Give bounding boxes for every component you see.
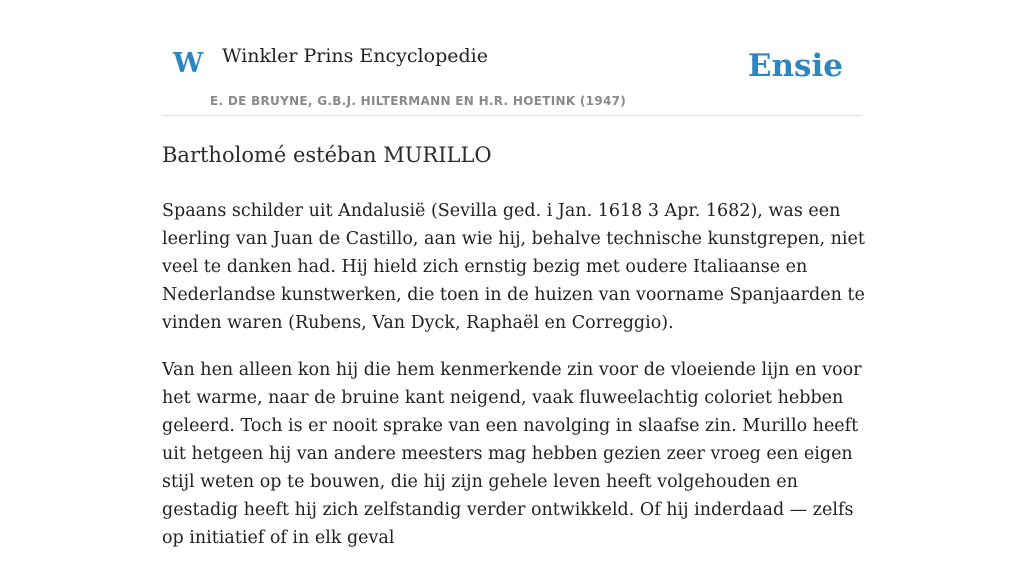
encyclopedia-logo[interactable]: W <box>173 48 204 79</box>
article-title: Bartholomé estéban MURILLO <box>162 143 492 167</box>
ensie-brand-logo[interactable]: Ensie <box>747 48 843 84</box>
article-paragraph-2: Van hen alleen kon hij die hem kenmerkende zin voor de vloeiende lijn en voor het warme, naar de bruine kant neigend, vaak fluweelachtig coloriet hebben geleerd. Toch is er nooit sprake van een navolging in slaafse zin. Murillo heeft uit hetgeen hij van andere meesters mag hebben gezien zeer vroeg een eigen stijl weten op te bouwen, die hij zijn gehele leven heeft volgehouden en gestadig heeft hij zich zelfstandig verder ontwikkeld. Of hij inderdaad — zelfs op initiatief of in elk geval <box>162 360 862 548</box>
article-paragraph-1: Spaans schilder uit Andalusië (Sevilla ged. i Jan. 1618 3 Apr. 1682), was een leerling van Juan de Castillo, aan wie hij, behalve technische kunstgrepen, niet veel te danken had. Hij hield zich ernstig bezig met oudere Italiaanse en Nederlandse kunstwerken, die toen in de huizen van voorname Spanjaarden te vinden waren (Rubens, Van Dyck, Raphaël en Correggio). <box>162 201 865 333</box>
authors-line: E. DE BRUYNE, G.B.J. HILTERMANN EN H.R. HOETINK (1947) <box>210 94 627 108</box>
encyclopedia-title[interactable]: Winkler Prins Encyclopedie <box>222 45 488 67</box>
article-content <box>162 138 865 571</box>
header <box>162 0 862 116</box>
